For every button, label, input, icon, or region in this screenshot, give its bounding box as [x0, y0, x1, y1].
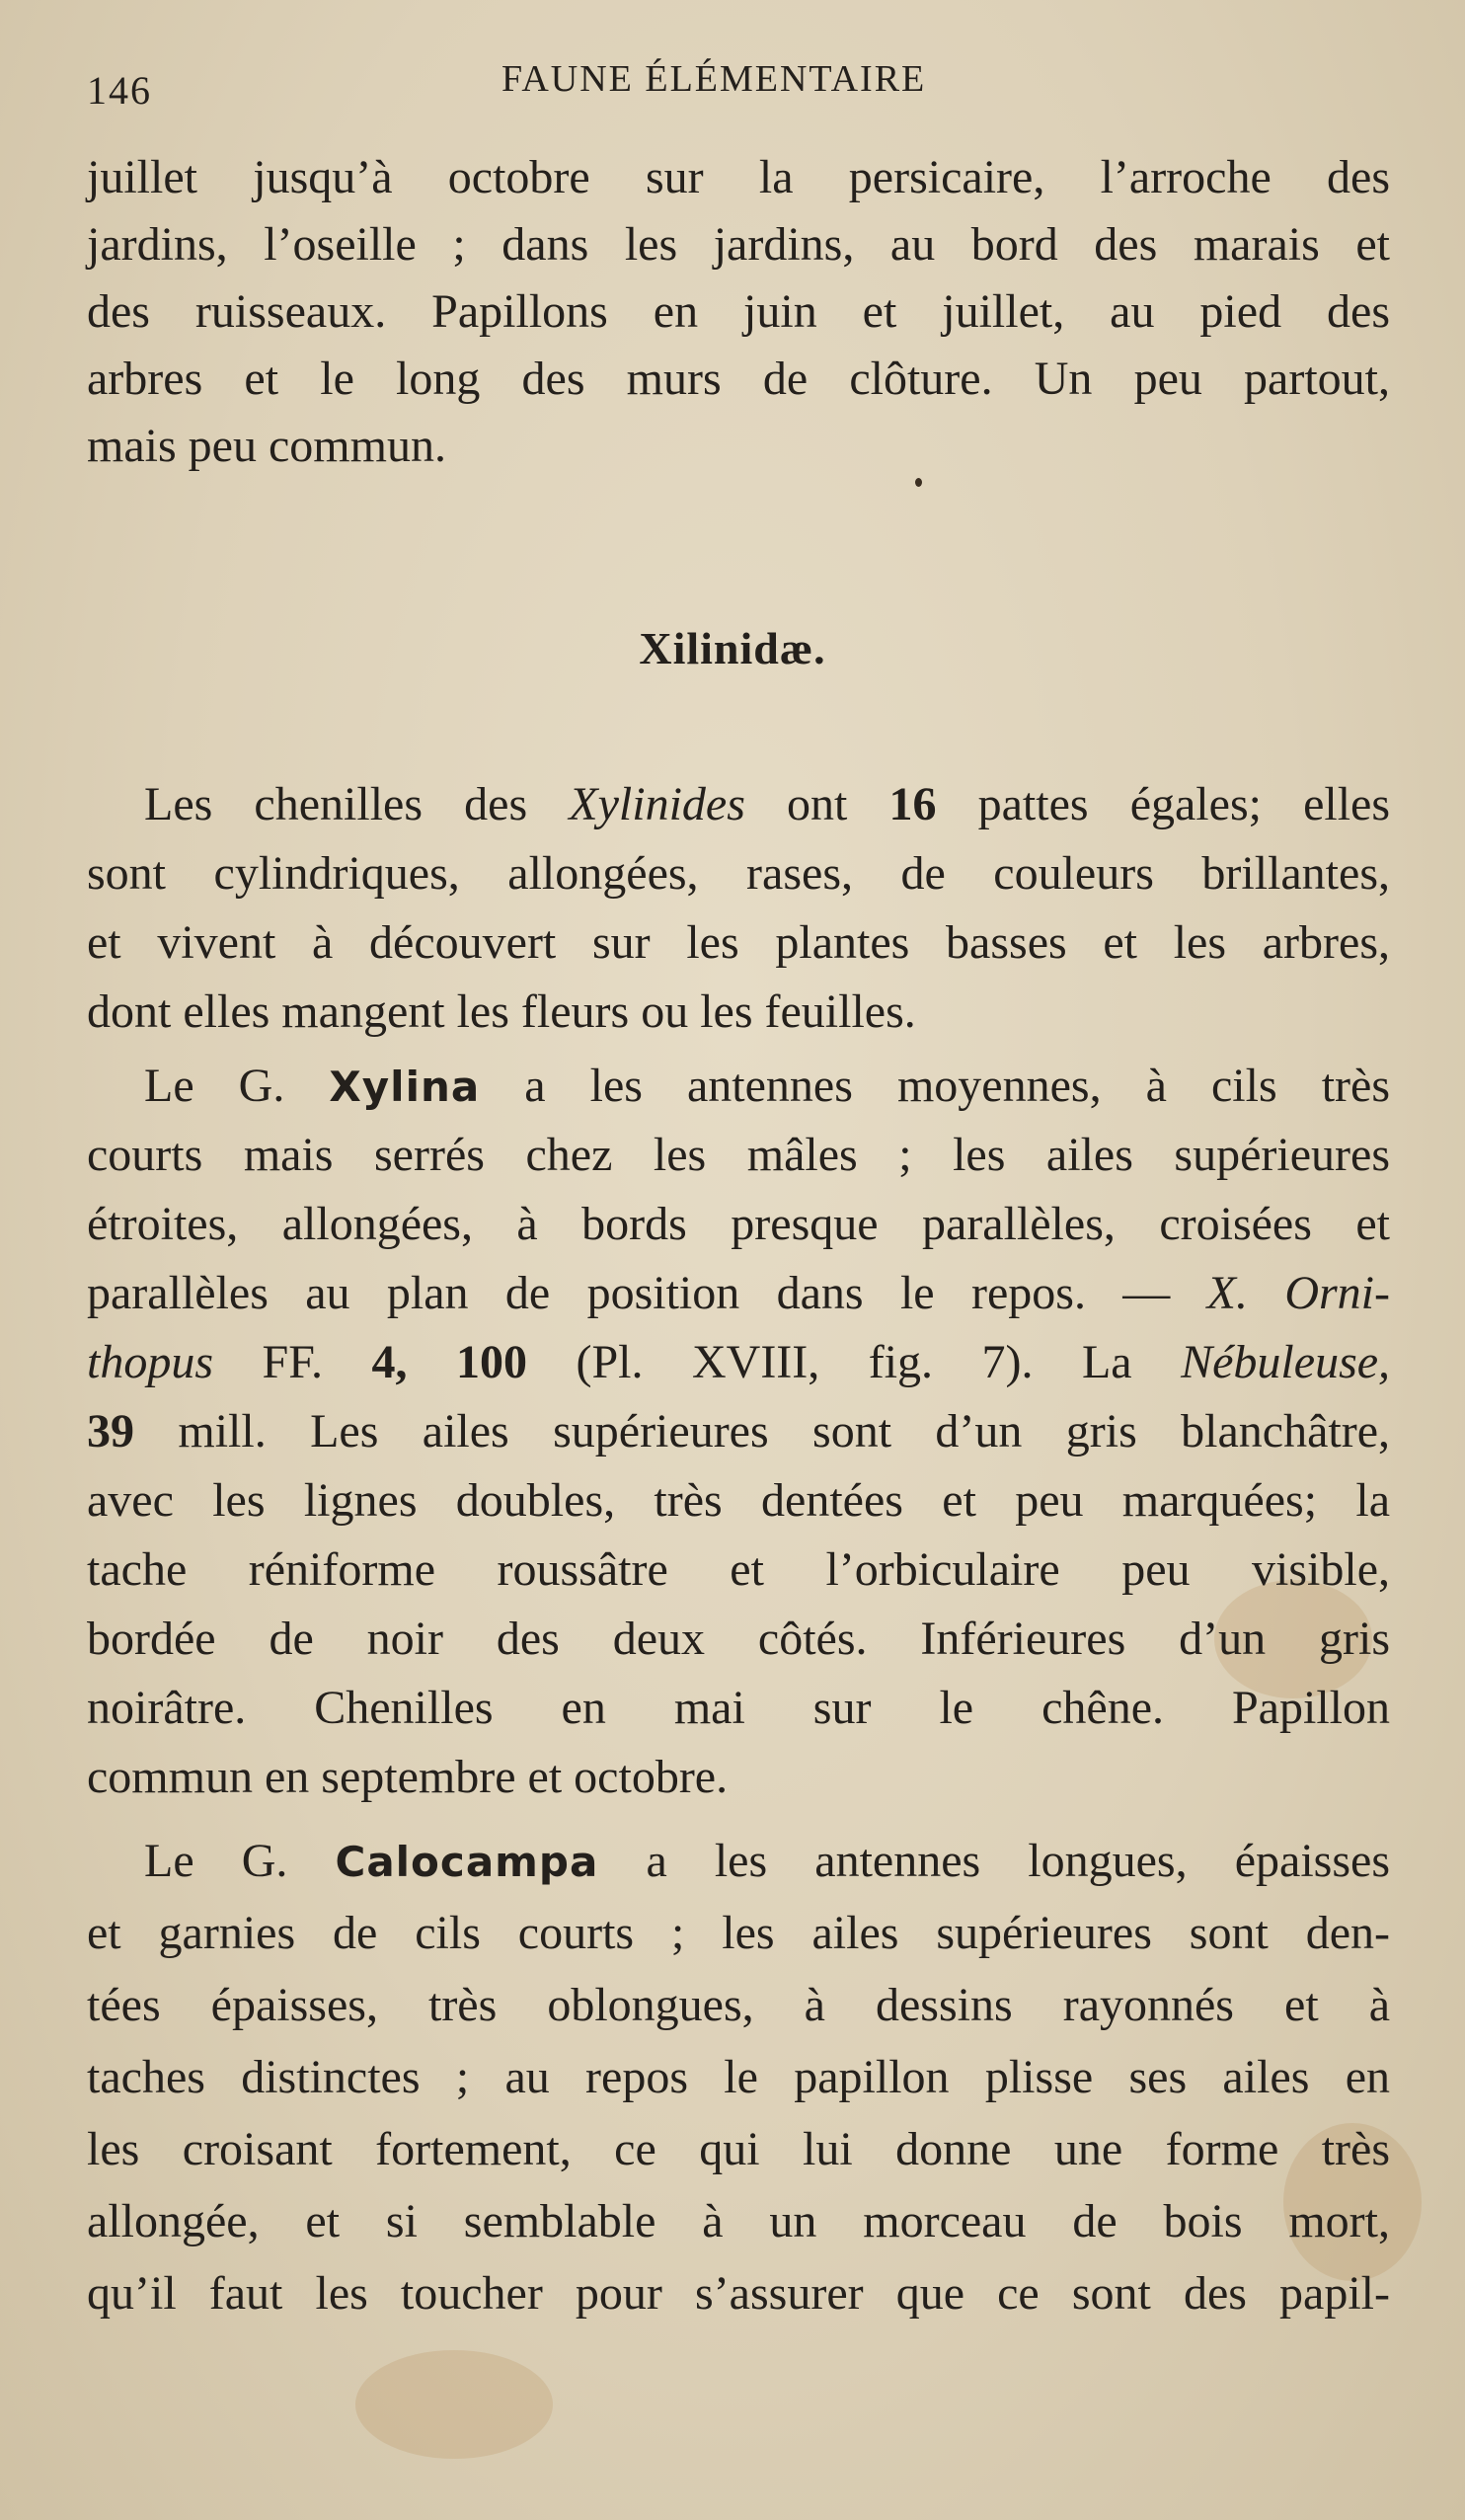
running-title: FAUNE ÉLÉMENTAIRE [501, 58, 927, 100]
taxon-name: Xylinides [569, 778, 745, 830]
genus-name: Xylina [329, 1063, 481, 1111]
text-line: jardins, l’oseille ; dans les jardins, au bord des marais et [87, 218, 1390, 271]
text-run: FF. [262, 1336, 324, 1388]
text-line: arbres et le long des murs de clôture. Un peu partout, [87, 353, 1390, 405]
text-line: tées épaisses, très oblongues, à dessins rayonnés et à [87, 1979, 1390, 2031]
text-run: pattes égales; elles [977, 778, 1391, 830]
size-value: 39 [87, 1405, 134, 1457]
text-line: mais peu commun. [87, 420, 446, 472]
text-run: Le G. [144, 1835, 288, 1887]
text-line: commun en septembre et octobre. [87, 1751, 729, 1803]
text-run: Les chenilles des [144, 778, 528, 830]
text-run: (Pl. XVIII, fig. 7). La [576, 1336, 1132, 1388]
text-run: Le G. [144, 1060, 285, 1112]
text-line: noirâtre. Chenilles en mai sur le chêne. Papillon [87, 1682, 1390, 1734]
taxon-name: thopus [87, 1336, 214, 1388]
genus-name: Calocampa [335, 1838, 599, 1886]
text-run: parallèles au plan de position dans le repos. — [87, 1267, 1171, 1319]
text-line: les croisant fortement, ce qui lui donne une forme très [87, 2123, 1390, 2175]
text-line: avec les lignes doubles, très dentées et peu marquées; la [87, 1474, 1390, 1527]
text-line: et garnies de cils courts ; les ailes supérieures sont den- [87, 1907, 1390, 1959]
text-run: mill. Les ailes supérieures sont d’un gris blanchâtre, [178, 1405, 1391, 1457]
text-line: des ruisseaux. Papillons en juin et juillet, au pied des [87, 285, 1390, 338]
count: 16 [888, 778, 937, 830]
text-line: qu’il faut les toucher pour s’assurer que ce sont des papil- [87, 2267, 1390, 2320]
text-line: tache réniforme roussâtre et l’orbiculaire peu visible, [87, 1543, 1390, 1596]
text-line: allongée, et si semblable à un morceau de bois mort, [87, 2195, 1390, 2247]
text-line: taches distinctes ; au repos le papillon plisse ses ailes en [87, 2051, 1390, 2103]
text-line: dont elles mangent les fleurs ou les feuilles. [87, 985, 916, 1038]
paragraph-first-line [144, 1057, 1390, 1117]
common-name: Nébuleuse, [1181, 1336, 1391, 1388]
page-number: 146 [87, 68, 152, 113]
text-line: et vivent à découvert sur les plantes basses et les arbres, [87, 916, 1390, 969]
ink-speck [915, 478, 922, 487]
text-line: sont cylindriques, allongées, rases, de couleurs brillantes, [87, 847, 1390, 900]
text-line: courts mais serrés chez les mâles ; les ailes supérieures [87, 1129, 1390, 1181]
taxon-name: X. Orni- [1206, 1267, 1390, 1319]
text-line: juillet jusqu’à octobre sur la persicaire, l’arroche des [87, 151, 1390, 203]
text-line [87, 1264, 1390, 1323]
section-title: Xilinidæ. [639, 623, 826, 673]
page-header [87, 57, 1356, 117]
reference-number: 4, [371, 1336, 408, 1388]
paragraph-first-line [144, 1832, 1390, 1892]
text-run: a les antennes moyennes, à cils très [524, 1060, 1391, 1112]
text-line [87, 1333, 1390, 1392]
text-run: a les antennes longues, épaisses [646, 1835, 1391, 1887]
foxing-stain [355, 2350, 553, 2459]
text-line [87, 1402, 1390, 1461]
text-line: étroites, allongées, à bords presque parallèles, croisées et [87, 1198, 1390, 1250]
text-run: ont [787, 778, 848, 830]
reference-number: 100 [456, 1336, 528, 1388]
paragraph-first-line [144, 775, 1390, 834]
text-line: bordée de noir des deux côtés. Inférieures d’un gris [87, 1613, 1390, 1665]
